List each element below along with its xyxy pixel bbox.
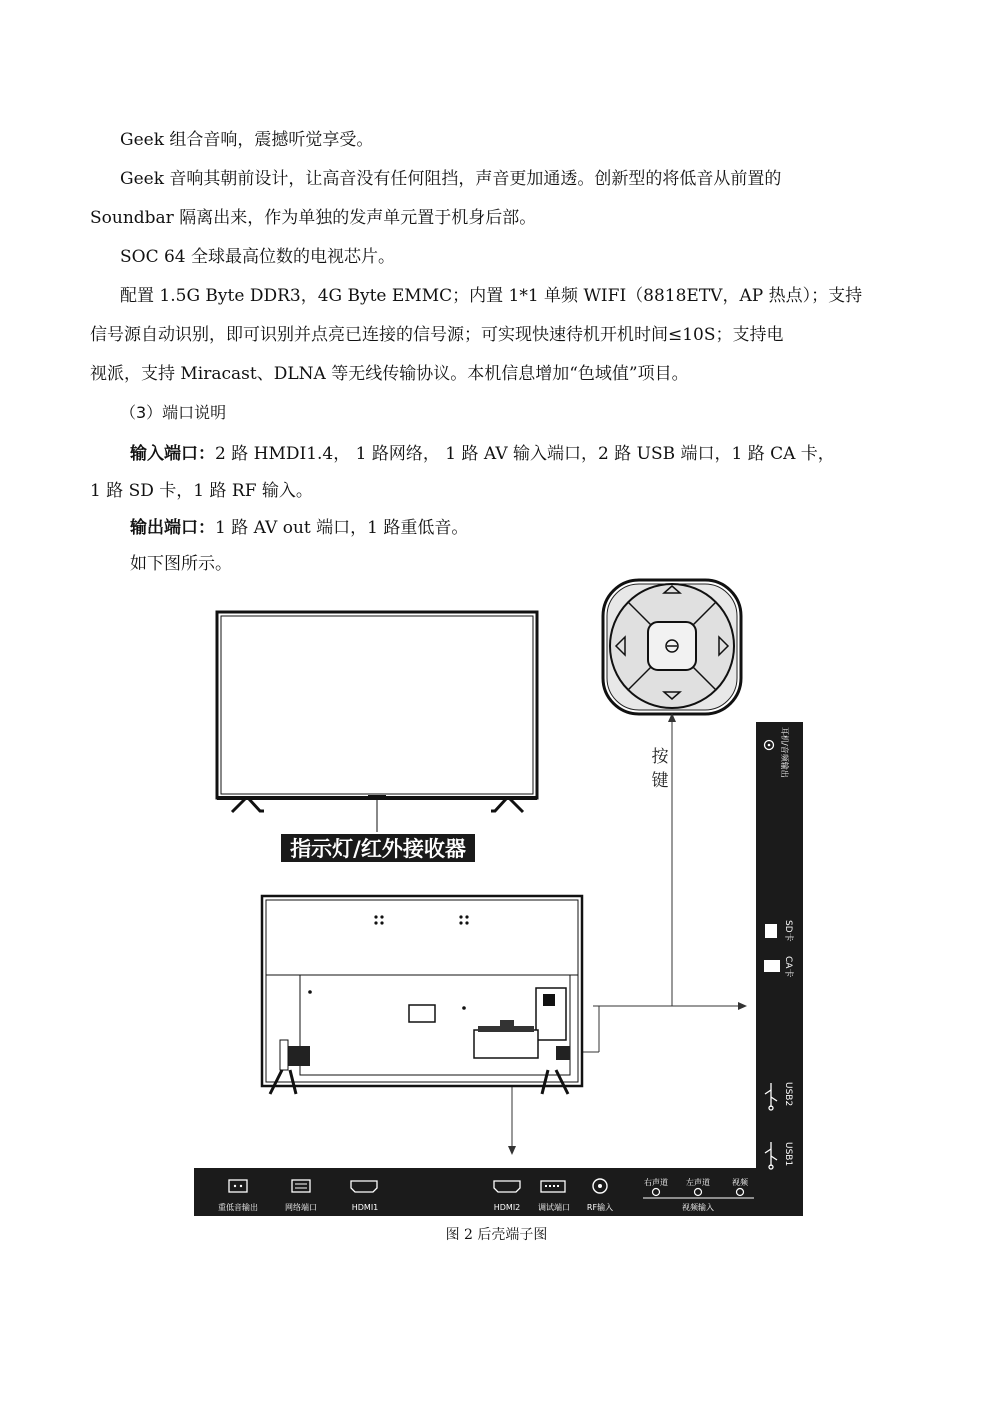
hdmi2-label: HDMI2 — [493, 1203, 521, 1212]
paragraph-see-figure: 如下图所示。 — [130, 554, 232, 574]
side-port-panel — [756, 722, 803, 1216]
input-ports-label: 输入端口： — [130, 444, 215, 464]
hdmi1-label: HDMI1 — [351, 1203, 379, 1212]
network-port-label: 网络端口 — [285, 1203, 317, 1212]
paragraph-soc: SOC 64 全球最高位数的电视芯片。 — [120, 247, 396, 267]
section-heading-ports: （3）端口说明 — [120, 403, 227, 422]
left-channel-label: 左声道 — [686, 1178, 710, 1187]
output-ports-text: 1 路 AV out 端口，1 路重低音。 — [215, 518, 469, 538]
earphone-label: 耳机/音频输出 — [780, 727, 789, 778]
rf-input-label: RF输入 — [586, 1203, 614, 1212]
output-ports-label: 输出端口： — [130, 518, 215, 538]
sd-card-icon — [765, 924, 777, 938]
paragraph-geek-design-line2: Soundbar 隔离出来，作为单独的发声单元置于机身后部。 — [90, 208, 537, 228]
video-label: 视频 — [732, 1178, 748, 1187]
paragraph-geek-combo: Geek 组合音响，震撼听觉享受。 — [120, 130, 374, 150]
paragraph-config-line1: 配置 1.5G Byte DDR3，4G Byte EMMC；内置 1*1 单频 WIFI（8818ETV，AP 热点）；支持 — [120, 286, 863, 306]
tv-front-view — [217, 612, 537, 832]
video-input-label: 视频输入 — [682, 1203, 714, 1212]
paragraph-config-line2: 信号源自动识别，即可识别并点亮已连接的信号源；可实现快速待机开机时间≤10S；支持电 — [90, 325, 784, 345]
debug-port-label: 调试端口 — [538, 1203, 570, 1212]
key-pad — [603, 580, 741, 714]
subwoofer-out-label: 重低音输出 — [218, 1203, 258, 1212]
bottom-port-panel — [194, 1168, 756, 1216]
ca-card-icon — [764, 960, 780, 972]
tv-rear-view — [262, 896, 582, 1094]
sd-card-label: SD卡 — [783, 920, 793, 942]
indicator-label: 指示灯/红外接收器 — [290, 837, 466, 861]
usb2-label: USB2 — [783, 1082, 793, 1107]
paragraph-input-ports-line2: 1 路 SD 卡，1 路 RF 输入。 — [90, 481, 313, 501]
figure-caption: 图 2 后壳端子图 — [445, 1227, 548, 1243]
usb1-label: USB1 — [783, 1142, 793, 1167]
keys-label-1: 按 — [651, 747, 669, 767]
paragraph-config-line3: 视派，支持 Miracast、DLNA 等无线传输协议。本机信息增加“色域值”项目。 — [90, 364, 689, 384]
input-ports-text: 2 路 HMDI1.4， 1 路网络， 1 路 AV 输入端口，2 路 USB 端口，1 路 CA 卡， — [215, 444, 835, 464]
keys-label-2: 键 — [651, 771, 669, 791]
right-channel-label: 右声道 — [644, 1178, 668, 1187]
paragraph-geek-design-line1: Geek 音响其朝前设计，让高音没有任何阻挡，声音更加通透。创新型的将低音从前置的 — [120, 169, 782, 189]
ca-card-label: CA卡 — [783, 956, 793, 978]
